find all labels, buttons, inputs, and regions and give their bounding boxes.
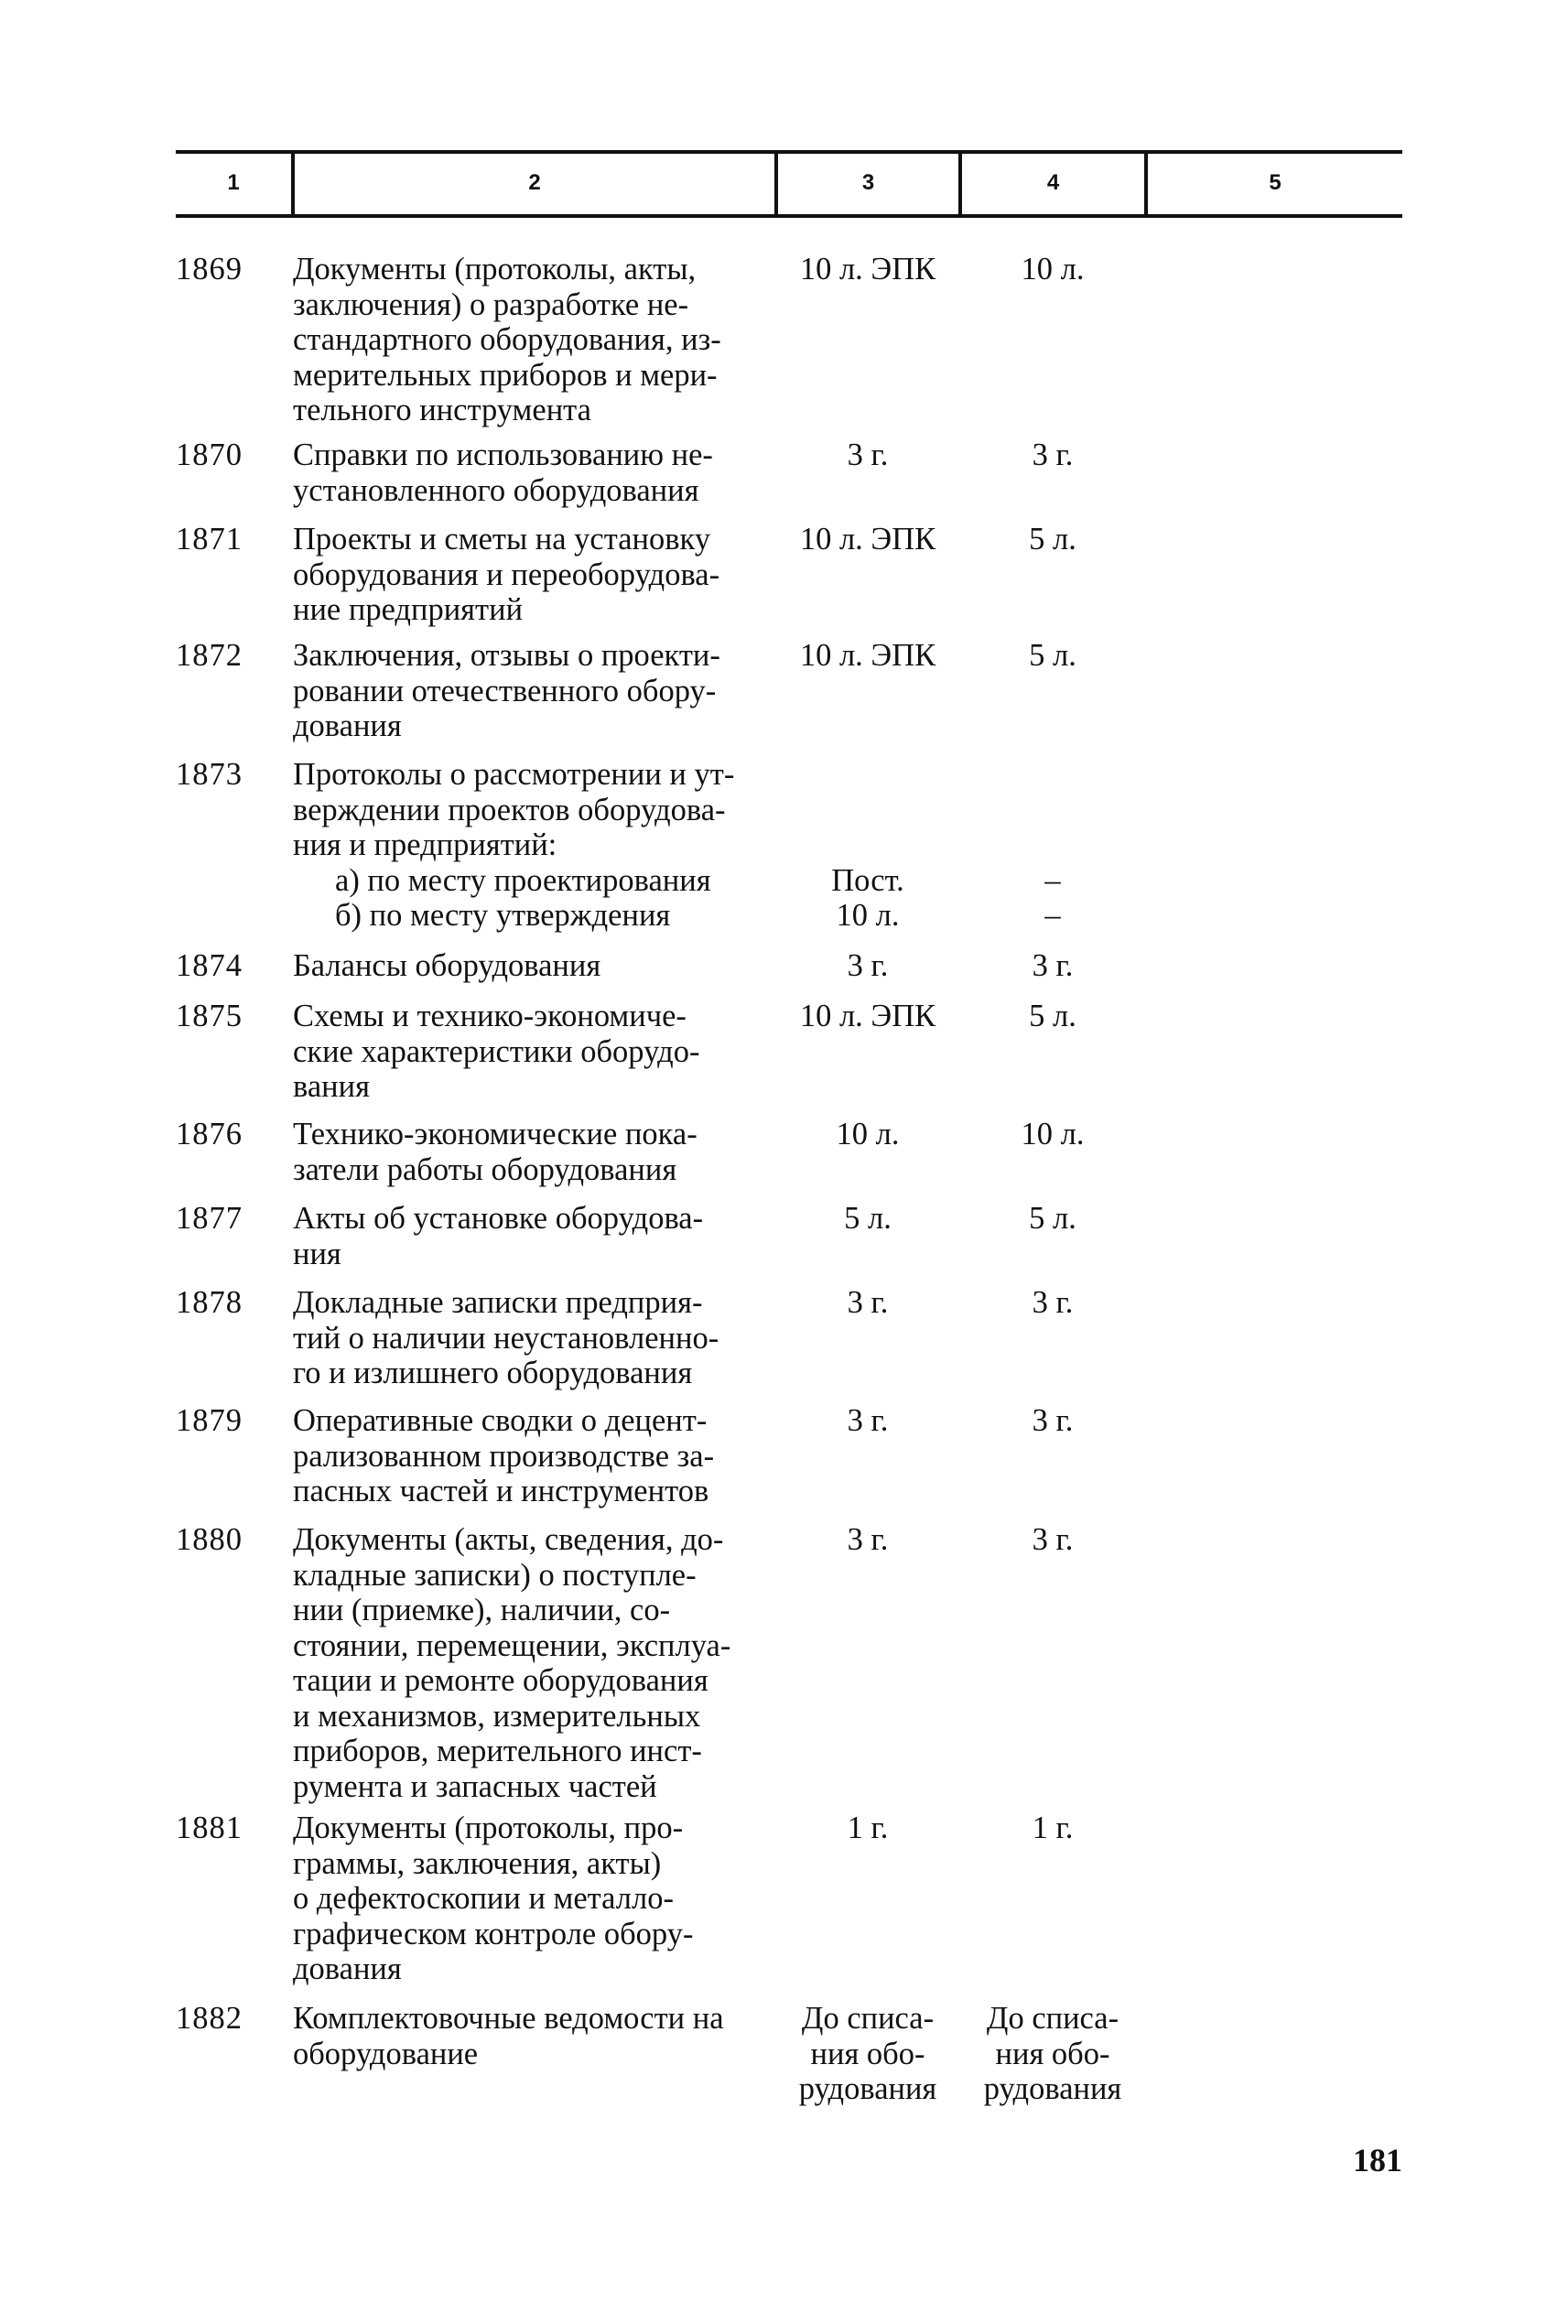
header-top-rule: [176, 150, 1402, 154]
entry-description: [293, 999, 787, 1105]
entry-description: [293, 2001, 787, 2071]
entry-number: 1875: [176, 999, 243, 1033]
col4-line: рудования: [983, 2071, 1122, 2106]
col3-line: 3 г.: [847, 438, 889, 472]
spacer: [961, 757, 1144, 793]
description-line: стоянии, перемещении, эксплуа-: [293, 1627, 731, 1663]
spacer: [961, 827, 1144, 863]
col4-line: ния обо-: [995, 2036, 1110, 2071]
retention-period-col4: [961, 2001, 1144, 2107]
description-line: Докладные записки предприя-: [293, 1285, 703, 1320]
description-line: оборудования и переоборудова-: [293, 557, 720, 592]
page-number: 181: [1353, 2142, 1402, 2178]
description-line: дования: [293, 708, 402, 743]
description-line: пасных частей и инструментов: [293, 1474, 709, 1508]
description-line: Балансы оборудования: [293, 948, 601, 983]
col3-line: 10 л. ЭПК: [799, 252, 936, 286]
col4-line: 5 л.: [1029, 1201, 1076, 1236]
entry-description: [293, 438, 787, 508]
spacer: [961, 793, 1144, 828]
retention-period-col3: [776, 522, 959, 557]
description-line: вания: [293, 1069, 370, 1104]
description-line: стандартного оборудования, из-: [293, 322, 721, 357]
col3-line: 5 л.: [844, 1201, 892, 1236]
description-line: Комплектовочные ведомости на: [293, 2001, 724, 2036]
description-line: Документы (протоколы, про-: [293, 1811, 684, 1845]
description-line: Технико-экономические пока-: [293, 1117, 697, 1151]
retention-period-col4: [961, 638, 1144, 674]
retention-period-col4: [961, 757, 1144, 934]
entry-number: 1879: [176, 1403, 243, 1438]
col4-line: 5 л.: [1029, 522, 1076, 557]
entry-description: [293, 1811, 787, 1987]
header-col-5: 5: [1269, 170, 1281, 195]
entry-number: 1881: [176, 1811, 243, 1845]
description-line: Заключения, отзывы о проекти-: [293, 638, 720, 673]
description-line: ские характеристики оборудо-: [293, 1033, 700, 1069]
retention-period-col3: [776, 1403, 959, 1439]
retention-period-col3: [776, 252, 959, 287]
col3-line: 1 г.: [847, 1811, 889, 1845]
entry-description: [293, 1117, 787, 1187]
sub-item-col4: –: [1044, 898, 1061, 933]
description-line: ния: [293, 1236, 341, 1271]
entry-number: 1872: [176, 638, 243, 673]
header-col-2: 2: [528, 170, 541, 195]
retention-period-col3: [776, 1522, 959, 1558]
col3-line: рудования: [798, 2071, 937, 2106]
retention-period-col3: [776, 2001, 959, 2107]
col3-line: 3 г.: [847, 1285, 889, 1320]
entry-number: 1874: [176, 948, 243, 983]
description-line: рализованном производстве за-: [293, 1438, 715, 1474]
entry-number: 1876: [176, 1117, 243, 1151]
sub-item-col4: –: [1044, 862, 1061, 898]
description-line: мерительных приборов и мери-: [293, 357, 718, 393]
description-line: и механизмов, измерительных: [293, 1698, 701, 1734]
description-line: установленного оборудования: [293, 472, 699, 508]
description-line: Справки по использованию не-: [293, 438, 713, 472]
entry-number: 1870: [176, 438, 243, 472]
description-line: Документы (протоколы, акты,: [293, 252, 697, 286]
entry-description: [293, 948, 787, 984]
description-line: верждении проектов оборудова-: [293, 792, 726, 827]
sub-item-col3: 10 л.: [836, 898, 900, 933]
description-line: Акты об установке оборудова-: [293, 1201, 704, 1236]
description-line: го и излишнего оборудования: [293, 1356, 693, 1390]
description-line: ния и предприятий:: [293, 827, 557, 862]
description-line: тельного инструмента: [293, 393, 591, 427]
description-line: графическом контроле обору-: [293, 1916, 694, 1951]
description-line: Оперативные сводки о децент-: [293, 1403, 708, 1438]
spacer: [776, 793, 959, 828]
entry-description: [293, 1403, 787, 1509]
retention-period-col3: [776, 638, 959, 674]
sub-item-text: б) по месту утверждения: [335, 898, 671, 933]
col4-line: 1 г.: [1032, 1811, 1074, 1845]
retention-period-col3: [776, 948, 959, 984]
spacer: [776, 827, 959, 863]
col4-line: 3 г.: [1032, 948, 1074, 983]
col4-line: 3 г.: [1032, 1522, 1074, 1557]
description-line: оборудование: [293, 2036, 479, 2071]
col4-line: 5 л.: [1029, 999, 1076, 1033]
retention-period-col4: [961, 1201, 1144, 1237]
retention-period-col3: [776, 999, 959, 1034]
description-line: Документы (акты, сведения, до-: [293, 1522, 724, 1557]
description-line: румента и запасных частей: [293, 1768, 657, 1804]
entry-description: [293, 522, 787, 628]
col3-line: 3 г.: [847, 1403, 889, 1438]
entry-number: 1880: [176, 1522, 243, 1557]
retention-period-col4: [961, 1522, 1144, 1558]
retention-period-col4: [961, 1811, 1144, 1846]
description-line: приборов, мерительного инст-: [293, 1734, 702, 1768]
col4-line: 3 г.: [1032, 1285, 1074, 1320]
retention-period-col3: [776, 1811, 959, 1846]
entry-description: [293, 638, 787, 744]
retention-period-col3: [776, 1117, 959, 1152]
retention-period-col3: [776, 1285, 959, 1321]
description-line: ние предприятий: [293, 592, 524, 627]
description-line: Протоколы о рассмотрении и ут-: [293, 757, 735, 792]
header-col-3: 3: [861, 170, 875, 195]
retention-period-col3: [776, 1201, 959, 1237]
description-line: кладные записки) о поступле-: [293, 1557, 697, 1593]
description-line: тий о наличии неустановленно-: [293, 1320, 719, 1356]
col3-line: ния обо-: [810, 2036, 925, 2071]
col3-line: 10 л. ЭПК: [799, 522, 936, 557]
entry-number: 1869: [176, 252, 243, 286]
col4-line: 3 г.: [1032, 1403, 1074, 1438]
description-line: Схемы и технико-экономиче-: [293, 999, 687, 1033]
description-line: о дефектоскопии и металло-: [293, 1881, 674, 1916]
retention-period-col4: [961, 252, 1144, 287]
retention-period-col4: [961, 1403, 1144, 1439]
col4-line: 3 г.: [1032, 438, 1074, 472]
entry-number: 1877: [176, 1201, 243, 1236]
entry-number: 1873: [176, 757, 243, 792]
col4-line: 5 л.: [1029, 638, 1076, 673]
description-line: Проекты и сметы на установку: [293, 522, 711, 557]
entry-description: [293, 757, 787, 934]
retention-period-col4: [961, 522, 1144, 557]
col3-line: До списа-: [801, 2001, 935, 2036]
col3-line: 3 г.: [847, 1522, 889, 1557]
col3-line: 3 г.: [847, 948, 889, 983]
description-line: граммы, заключения, акты): [293, 1845, 662, 1881]
description-line: затели работы оборудования: [293, 1151, 677, 1187]
retention-period-col4: [961, 999, 1144, 1034]
description-line: заключения) о разработке не-: [293, 286, 689, 322]
col4-line: 10 л.: [1021, 252, 1085, 286]
retention-period-col4: [961, 948, 1144, 984]
retention-period-col3: [776, 438, 959, 473]
col4-line: 10 л.: [1021, 1117, 1085, 1151]
retention-period-col3: [776, 757, 959, 934]
description-line: ровании отечественного обору-: [293, 673, 717, 708]
col3-line: 10 л.: [836, 1117, 900, 1151]
header-col-4: 4: [1046, 170, 1060, 195]
col4-line: До списа-: [986, 2001, 1119, 2036]
description-line: нии (приемке), наличии, со-: [293, 1593, 671, 1627]
entry-description: [293, 1285, 787, 1391]
description-line: тации и ремонте оборудования: [293, 1663, 708, 1698]
col3-line: 10 л. ЭПК: [799, 638, 936, 673]
retention-period-col4: [961, 1285, 1144, 1321]
header-col-1: 1: [227, 170, 240, 195]
retention-period-col4: [961, 1117, 1144, 1152]
entry-description: [293, 1522, 787, 1804]
spacer: [776, 757, 959, 793]
col3-line: 10 л. ЭПК: [799, 999, 936, 1033]
sub-item-text: а) по месту проектирования: [335, 862, 711, 898]
entry-number: 1878: [176, 1285, 243, 1320]
entry-description: [293, 252, 787, 428]
header-bottom-rule: [176, 214, 1402, 218]
sub-item-col3: Пост.: [831, 862, 904, 898]
entry-description: [293, 1201, 787, 1271]
entry-number: 1882: [176, 2001, 243, 2036]
retention-period-col4: [961, 438, 1144, 473]
entry-number: 1871: [176, 522, 243, 557]
description-line: дования: [293, 1951, 402, 1986]
